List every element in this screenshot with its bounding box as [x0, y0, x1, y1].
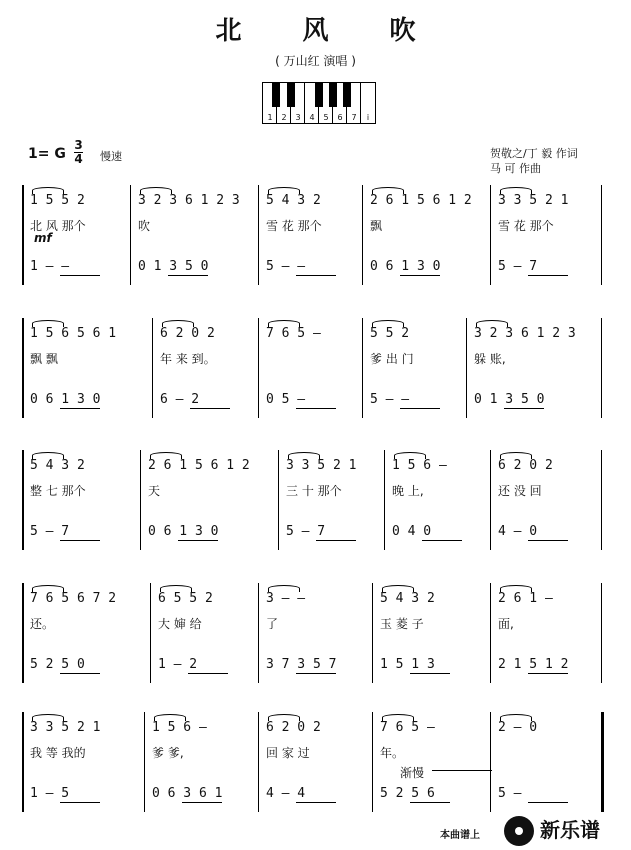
bar-line: [466, 318, 467, 418]
lyric-text: 还 没 回: [498, 484, 542, 498]
accompaniment-notes: 5 – 7: [286, 524, 326, 539]
beam-line: [182, 802, 222, 803]
credits: [490, 146, 578, 176]
accompaniment-notes: 0 4 0: [392, 524, 432, 539]
beam-line: [60, 802, 100, 803]
melody-notes: 5 4 3 2: [380, 591, 435, 606]
melody-notes: 5 4 3 2: [266, 193, 321, 208]
system-brace: [22, 583, 24, 683]
bar-line: [150, 583, 151, 683]
key-number: i: [366, 113, 370, 122]
tie-mark: [382, 714, 414, 721]
accompaniment-notes: 0 6 3 6 1: [152, 786, 223, 801]
tie-mark: [382, 585, 414, 592]
tie-mark: [32, 714, 64, 721]
lyric-text: 躲 账,: [474, 352, 506, 366]
lyric-text: 还。: [30, 617, 55, 631]
melody-notes: 1 5 6 –: [152, 720, 207, 735]
key-number: 3: [295, 113, 301, 122]
lyric-text: 年 来 到。: [160, 352, 216, 366]
lyric-text: 飘 飘: [30, 352, 58, 366]
beam-line: [528, 673, 568, 674]
ritardando-marking: 渐慢: [400, 766, 425, 780]
rit-line: [432, 770, 492, 771]
lyric-text: 吹: [138, 219, 151, 233]
bar-line: [140, 450, 141, 550]
accompaniment-notes: 3 7 3 5 7: [266, 657, 337, 672]
bar-line: [362, 318, 363, 418]
melody-notes: 1 5 6 –: [392, 458, 447, 473]
lyric-text: 三 十 那个: [286, 484, 342, 498]
bar-line: [152, 318, 153, 418]
bar-line: [601, 583, 602, 683]
bar-line: [490, 712, 491, 812]
lyric-text: 晚 上,: [392, 484, 424, 498]
dynamic-marking: mf: [34, 231, 52, 245]
beam-line: [60, 275, 100, 276]
accompaniment-notes: 5 – 7: [498, 259, 538, 274]
tie-mark: [372, 187, 404, 194]
melody-notes: 2 6 1 5 6 1 2: [148, 458, 250, 473]
accompaniment-notes: 0 1 3 5 0: [474, 392, 545, 407]
bar-line: [372, 583, 373, 683]
system-brace: [22, 450, 24, 550]
score-system: [0, 185, 631, 285]
tie-mark: [268, 320, 300, 327]
tie-mark: [32, 320, 64, 327]
melody-notes: 7 6 5 –: [380, 720, 435, 735]
accompaniment-notes: 1 – 2: [158, 657, 198, 672]
bar-line: [258, 583, 259, 683]
tie-mark: [268, 187, 300, 194]
accompaniment-notes: 1 5 1 3: [380, 657, 435, 672]
time-bottom: 4: [74, 152, 83, 166]
keyboard-diagram: [262, 82, 376, 124]
tie-mark: [394, 452, 426, 459]
key-number: 2: [281, 113, 287, 122]
score-system: [0, 450, 631, 550]
key-number: 1: [267, 113, 273, 122]
melody-notes: 3 3 5 2 1: [30, 720, 101, 735]
key-number: 7: [351, 113, 357, 122]
beam-line: [188, 673, 228, 674]
lyric-text: 雪 花 那个: [266, 219, 322, 233]
melody-notes: 3 3 5 2 1: [498, 193, 569, 208]
melody-notes: 6 2 0 2: [266, 720, 321, 735]
melody-notes: 7 6 5 6 7 2: [30, 591, 117, 606]
time-signature: [74, 140, 83, 165]
tie-mark: [268, 585, 300, 592]
tie-mark: [288, 452, 320, 459]
bar-line: [384, 450, 385, 550]
bar-line: [278, 450, 279, 550]
lyric-text: 雪 花 那个: [498, 219, 554, 233]
beam-line: [400, 275, 440, 276]
system-brace: [22, 185, 24, 285]
beam-line: [168, 275, 208, 276]
melody-notes: 6 2 0 2: [498, 458, 553, 473]
tie-mark: [500, 452, 532, 459]
system-brace: [22, 318, 24, 418]
time-top: 3: [74, 138, 83, 152]
melody-notes: 3 2 3 6 1 2 3: [138, 193, 240, 208]
composer: 马 可 作曲: [490, 162, 541, 175]
bar-line: [490, 450, 491, 550]
bar-line: [258, 185, 259, 285]
melody-notes: 5 4 3 2: [30, 458, 85, 473]
lyric-text: 飘: [370, 219, 383, 233]
tie-mark: [160, 585, 192, 592]
lyric-text: 天: [148, 484, 161, 498]
footer-text: 本曲谱上: [440, 830, 480, 841]
system-brace: [22, 712, 24, 812]
melody-notes: 5 5 2: [370, 326, 410, 341]
melody-notes: 7 6 5 –: [266, 326, 321, 341]
lyric-text: 我 等 我的: [30, 746, 86, 760]
melody-notes: 2 6 1 5 6 1 2: [370, 193, 472, 208]
beam-line: [528, 540, 568, 541]
melody-notes: 6 2 0 2: [160, 326, 215, 341]
lyric-text: 了: [266, 617, 279, 631]
song-title: 北 风 吹: [215, 16, 442, 46]
melody-notes: 1 5 5 2: [30, 193, 85, 208]
beam-line: [316, 540, 356, 541]
key-signature: 1= G: [28, 146, 66, 162]
lyric-text: 爹 爹,: [152, 746, 184, 760]
score-system: [0, 583, 631, 683]
tie-mark: [32, 585, 64, 592]
accompaniment-notes: 5 2 5 6: [380, 786, 435, 801]
bar-line: [490, 583, 491, 683]
tie-mark: [500, 187, 532, 194]
lyric-text: 爹 出 门: [370, 352, 414, 366]
accompaniment-notes: 0 6 1 3 0: [370, 259, 441, 274]
lyricist: 贺敬之/丁 毅 作词: [490, 147, 578, 160]
score-system: [0, 712, 631, 812]
accompaniment-notes: 4 – 4: [266, 786, 306, 801]
accompaniment-notes: 5 2 5 0: [30, 657, 85, 672]
melody-notes: 2 6 1 –: [498, 591, 553, 606]
lyric-text: 整 七 那个: [30, 484, 86, 498]
accompaniment-notes: 4 – 0: [498, 524, 538, 539]
melody-notes: 6 5 5 2: [158, 591, 213, 606]
beam-line: [296, 673, 336, 674]
lyric-text: 玉 菱 子: [380, 617, 424, 631]
tie-mark: [476, 320, 508, 327]
score-system: [0, 318, 631, 418]
beam-line: [422, 540, 462, 541]
accompaniment-notes: 5 – 7: [30, 524, 70, 539]
bar-line: [601, 185, 602, 285]
bar-line: [362, 185, 363, 285]
beam-line: [504, 408, 544, 409]
beam-line: [296, 408, 336, 409]
melody-notes: 1 5 6 5 6 1: [30, 326, 117, 341]
melody-notes: 2 – 0: [498, 720, 538, 735]
bar-line: [601, 712, 604, 812]
bar-line: [258, 712, 259, 812]
beam-line: [410, 802, 450, 803]
tie-mark: [32, 452, 64, 459]
accompaniment-notes: 0 5 –: [266, 392, 306, 407]
tie-mark: [162, 320, 194, 327]
accompaniment-notes: 5 –: [498, 786, 522, 801]
beam-line: [528, 802, 568, 803]
tie-mark: [268, 714, 300, 721]
melody-notes: 3 – –: [266, 591, 306, 606]
bar-line: [372, 712, 373, 812]
tie-mark: [154, 714, 186, 721]
beam-line: [60, 408, 100, 409]
accompaniment-notes: 6 – 2: [160, 392, 200, 407]
melody-notes: 3 2 3 6 1 2 3: [474, 326, 576, 341]
beam-line: [296, 802, 336, 803]
accompaniment-notes: 5 – –: [266, 259, 306, 274]
bar-line: [258, 318, 259, 418]
lyric-text: 面,: [498, 617, 514, 631]
lyric-text: 北 风 那个: [30, 219, 86, 233]
bar-line: [601, 450, 602, 550]
key-number: 5: [323, 113, 329, 122]
tie-mark: [150, 452, 182, 459]
beam-line: [60, 540, 100, 541]
tie-mark: [500, 714, 532, 721]
beam-line: [528, 275, 568, 276]
accompaniment-notes: 0 1 3 5 0: [138, 259, 209, 274]
accompaniment-notes: 5 – –: [370, 392, 410, 407]
beam-line: [410, 673, 450, 674]
lyric-text: 大 婶 给: [158, 617, 202, 631]
singer-credit: ( 万山红 演唱 ): [275, 54, 356, 68]
beam-line: [60, 673, 100, 674]
tie-mark: [140, 187, 172, 194]
accompaniment-notes: 2 1 5 1 2: [498, 657, 569, 672]
bar-line: [144, 712, 145, 812]
tie-mark: [500, 585, 532, 592]
melody-notes: 3 3 5 2 1: [286, 458, 357, 473]
tempo-marking: 慢速: [100, 150, 122, 163]
lyric-text: 年。: [380, 746, 405, 760]
accompaniment-notes: 0 6 1 3 0: [148, 524, 219, 539]
tie-mark: [32, 187, 64, 194]
beam-line: [400, 408, 440, 409]
beam-line: [178, 540, 218, 541]
accompaniment-notes: 0 6 1 3 0: [30, 392, 101, 407]
brand-logo: 新乐谱: [540, 818, 600, 842]
beam-line: [190, 408, 230, 409]
accompaniment-notes: 1 – –: [30, 259, 70, 274]
bar-line: [601, 318, 602, 418]
logo-disc-icon: [504, 816, 534, 846]
tie-mark: [372, 320, 404, 327]
key-number: 6: [337, 113, 343, 122]
beam-line: [296, 275, 336, 276]
lyric-text: 回 家 过: [266, 746, 310, 760]
bar-line: [490, 185, 491, 285]
key-number: 4: [309, 113, 315, 122]
bar-line: [130, 185, 131, 285]
accompaniment-notes: 1 – 5: [30, 786, 70, 801]
